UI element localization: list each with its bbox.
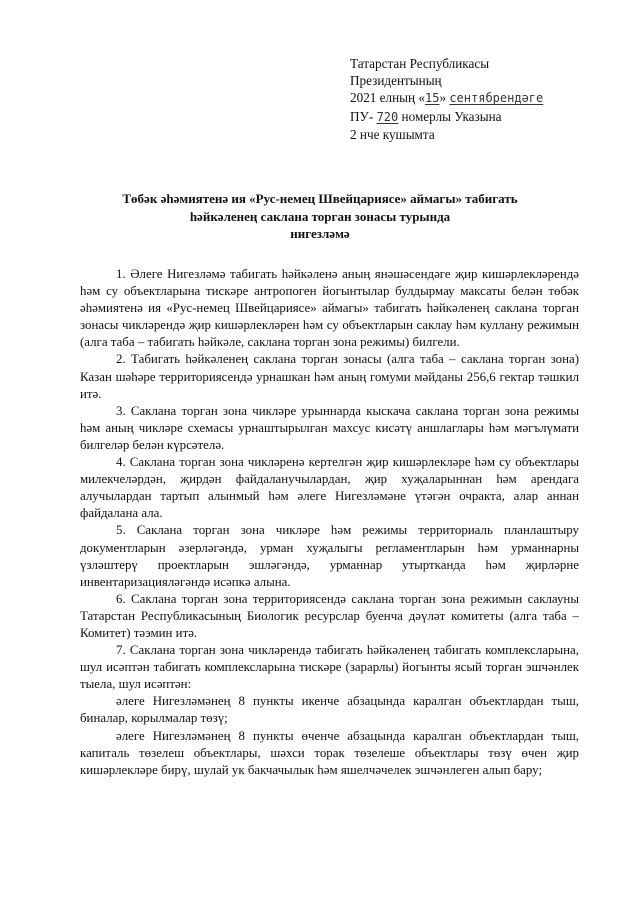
date-prefix: 2021 елның « bbox=[350, 90, 425, 106]
paragraph-7: 7. Саклана торган зона чикләрендә табигать һәйкәленең табигать комплексларына, шул исәптән табигать комплексларына тискәре (зарарлы) йогынты ясый торган эшчәнлек тыела, шул исәптән: bbox=[80, 643, 579, 692]
paragraph-7-item-2: әлеге Нигезләмәнең 8 пункты өченче абзацында каралган объектлардан тыш, капиталь төзелеш объектлары, шәхси торак төзелеше объектлары төзү өчен җир кишәрлекләре бирү, шулай ук бакчачылык һәм яшелчәчелек эшчәнлеген алып бару; bbox=[80, 728, 579, 777]
header-line-president: Президентының bbox=[350, 73, 442, 89]
date-mid: » bbox=[439, 90, 447, 106]
decree-reference-block bbox=[350, 55, 543, 143]
date-day: 15 bbox=[424, 91, 440, 106]
document-title bbox=[60, 190, 580, 243]
paragraph-3: 3. Саклана торган зона чикләре урыннарда кыскача саклана торган зона режимы һәм аның чикләре схемасы урнаштырылган махсус кисәтү аншлаглары һәм мәгълүмати билгеләр белән күрсәтелә. bbox=[80, 403, 579, 452]
title-line-1: Төбәк әһәмиятенә ия «Рус-немец Швейцариясе» аймагы» табигать bbox=[122, 191, 518, 206]
paragraph-5: 5. Саклана торган зона чикләре һәм режимы территориаль планлаштыру документларын әзерләгәндә, урман хуҗалыгы регламентларын һәм урманнарны үзләштерү проектларын эшләгәндә, урманнар утыртканда һәм җирләрне инвентаризацияләгәндә исәпкә алына. bbox=[80, 523, 579, 589]
date-month: сентябрендәге bbox=[449, 91, 544, 106]
number-suffix: номерлы Указына bbox=[401, 108, 502, 124]
title-line-2: һәйкәленең саклана торган зонасы турында bbox=[189, 208, 451, 224]
header-line-republic: Татарстан Республикасы bbox=[350, 56, 490, 71]
number-prefix: ПУ- bbox=[350, 108, 374, 124]
header-line-date bbox=[350, 89, 543, 107]
paragraph-2: 2. Табигать һәйкәленең саклана торган зонасы (алга таба – саклана торган зона) Казан шәһәре территориясендә урнашкан һәм аның гомуми мәйданы 256,6 гектар тәшкил итә. bbox=[80, 352, 579, 401]
paragraph-1: 1. Әлеге Нигезләмә табигать һәйкәленә аның янәшәсендәге җир кишәрлекләрендә һәм су объектларына тискәре антропоген йогынтылар булдырмау максаты белән төбәк әһәмиятенә ия «Рус-немец Швейцариясе» аймагы» табигать һәйкәленең саклана торган зонасы чикләрендә җир кишәрлекләрен һәм су объектларын саклау һәм куллану режимын (алга таба – табигать һәйкәле, саклана торган зона режимы) билгели. bbox=[80, 267, 579, 350]
document-body bbox=[80, 266, 579, 779]
title-line-3: нигезләмә bbox=[290, 226, 350, 241]
decree-number: 720 bbox=[376, 109, 399, 124]
paragraph-4: 4. Саклана торган зона чикләренә кертелгән җир кишәрлекләре һәм су объектлары милекчеләрдән, җирдән файдаланучылардан, җир хуҗаларыннан һәм арендага алучылардан тартып алынмый һәм әлеге Нигезләмәне үтәгән очракта, алар аннан файдалана ала. bbox=[80, 455, 579, 521]
paragraph-7-item-1: әлеге Нигезләмәнең 8 пункты икенче абзацында каралган объектлардан тыш, биналар, корылмалар төзү; bbox=[80, 694, 579, 726]
header-line-number bbox=[350, 108, 543, 126]
header-line-appendix: 2 нче кушымта bbox=[350, 126, 435, 142]
paragraph-6: 6. Саклана торган зона территориясендә саклана торган зона режимын саклауны Татарстан Республикасының Биологик ресурслар буенча дәүләт комитеты (алга таба – Комитет) тәэмин итә. bbox=[80, 591, 579, 640]
